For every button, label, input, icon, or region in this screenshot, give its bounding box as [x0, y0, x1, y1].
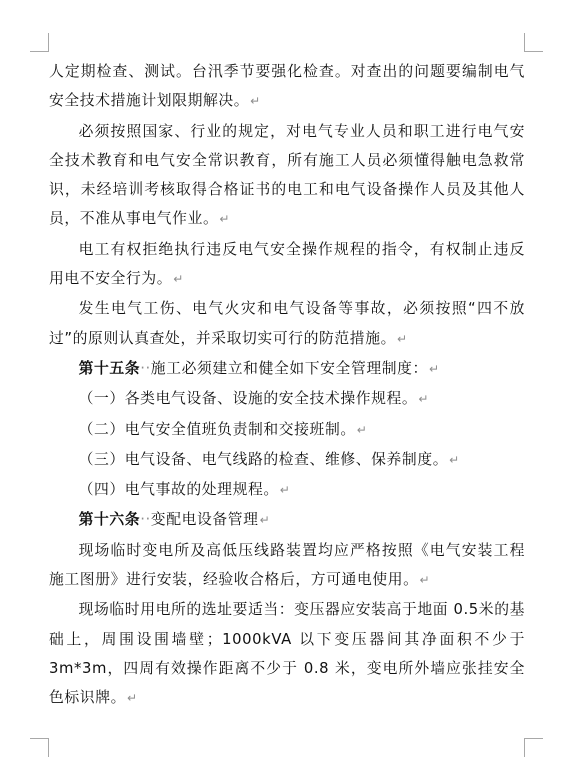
paragraph-text: 施工必须建立和健全如下安全管理制度： — [150, 359, 428, 377]
paragraph — [49, 536, 525, 596]
paragraph-text: 电工有权拒绝执行违反电气安全操作规程的指令，有权制止违反用电不安全行为。 — [49, 240, 525, 288]
paragraph-text: （二）电气安全值班负责制和交接班制。 — [78, 420, 356, 438]
paragraph — [49, 595, 525, 713]
paragraph-mark-icon: ↵ — [127, 691, 138, 706]
heading-separator: ·· — [140, 511, 151, 529]
paragraph-text: （一）各类电气设备、设施的安全技术操作规程。 — [78, 390, 418, 408]
paragraph — [49, 235, 525, 295]
list-item — [49, 384, 525, 414]
article-heading: 第十六条 — [78, 511, 141, 529]
paragraph — [49, 294, 525, 354]
paragraph-mark-icon: ↵ — [419, 573, 431, 588]
margin-corner-top-left — [30, 33, 49, 52]
paragraph-text: 发生电气工伤、电气火灾和电气设备等事故，必须按照“四不放过”的原则认真查处，并采取切实可行的防范措施。 — [49, 300, 525, 347]
margin-corner-top-right — [524, 33, 543, 52]
article-paragraph — [49, 505, 525, 535]
paragraph-mark-icon: ↵ — [356, 422, 368, 437]
paragraph-mark-icon: ↵ — [259, 513, 271, 528]
paragraph-text: 人定期检查、测试。台汛季节要强化检查。对查出的问题要编制电气安全技术措施计划限期解决。 — [49, 63, 525, 110]
document-body[interactable] — [49, 57, 525, 714]
paragraph-mark-icon: ↵ — [250, 94, 261, 109]
paragraph-mark-icon: ↵ — [418, 392, 429, 407]
paragraph — [49, 117, 525, 235]
paragraph-text: 变配电设备管理 — [150, 511, 259, 529]
margin-corner-bottom-left — [30, 738, 49, 757]
paragraph-text: 现场临时变电所及高低压线路装置均应严格按照《电气安装工程施工图册》进行安装，经验收合格后，方可通电使用。 — [49, 541, 525, 589]
paragraph-text: （四）电气事故的处理规程。 — [78, 481, 279, 499]
article-paragraph — [49, 354, 525, 384]
paragraph-mark-icon: ↵ — [449, 452, 460, 467]
heading-separator: ·· — [140, 359, 151, 377]
article-heading: 第十五条 — [78, 359, 141, 377]
paragraph-mark-icon: ↵ — [279, 483, 291, 498]
paragraph-mark-icon: ↵ — [428, 361, 440, 376]
paragraph — [49, 57, 525, 117]
paragraph-text: （三）电气设备、电气线路的检查、维修、保养制度。 — [78, 450, 449, 468]
paragraph-text: 现场临时用电所的选址要适当：变压器应安装高于地面 0.5米的基础上，周围设围墙壁；1000kVA 以下变压器间其净面积不少于 3m*3m，四周有效操作距离不少于 0.8 米，变电所外墙应张挂安全色标识牌。 — [49, 601, 525, 707]
list-item — [49, 445, 525, 475]
list-item — [49, 475, 525, 505]
paragraph-mark-icon: ↵ — [173, 272, 184, 287]
paragraph-mark-icon: ↵ — [397, 331, 408, 346]
paragraph-text: 必须按照国家、行业的规定，对电气专业人员和职工进行电气安全技术教育和电气安全常识教育，所有施工人员必须懂得触电急救常识，未经培训考核取得合格证书的电工和电气设备操作人员及其他人员，不准从事电气作业。 — [49, 122, 525, 228]
paragraph-mark-icon: ↵ — [219, 212, 231, 227]
margin-corner-bottom-right — [524, 738, 543, 757]
list-item — [49, 415, 525, 445]
